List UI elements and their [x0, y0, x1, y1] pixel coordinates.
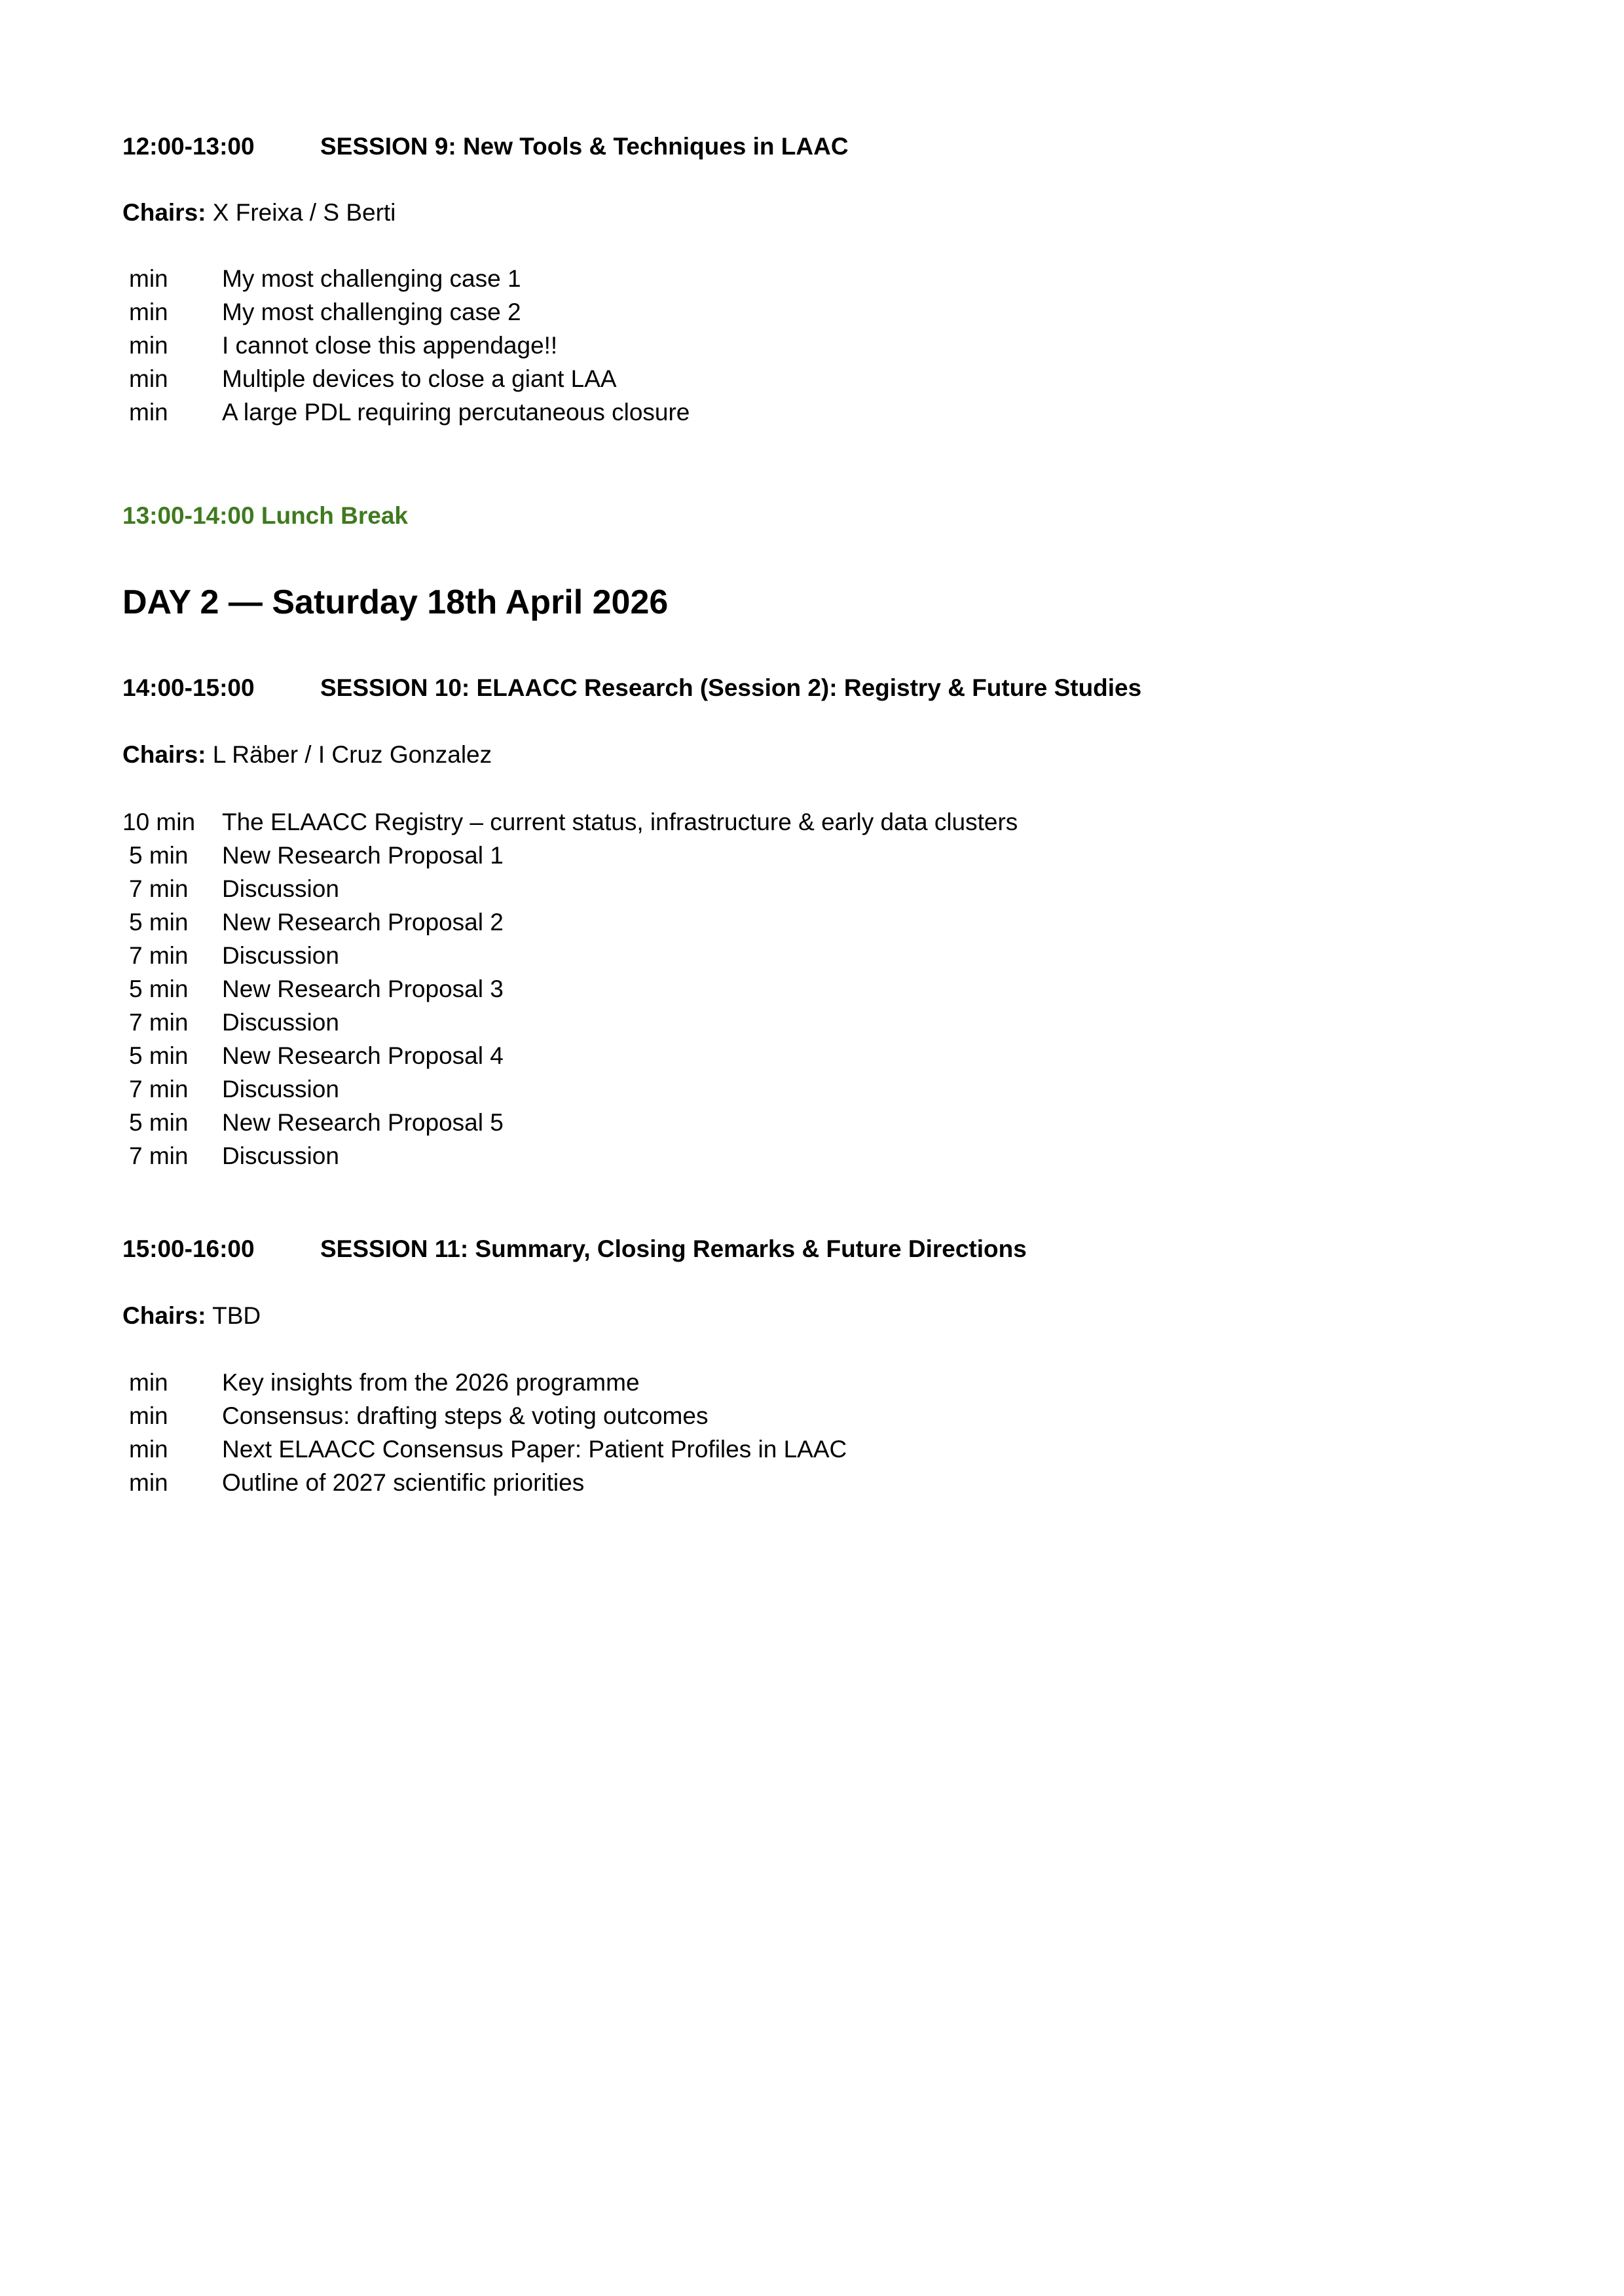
chairs-names: L Räber / I Cruz Gonzalez — [212, 741, 492, 768]
session-11-chairs — [122, 1300, 261, 1332]
session-title: SESSION 10: ELAACC Research (Session 2): Registry & Future Studies — [320, 674, 1142, 701]
list-item — [122, 295, 690, 329]
item-topic: New Research Proposal 2 — [222, 909, 504, 936]
session-title: SESSION 9: New Tools & Techniques in LAAC — [320, 133, 849, 160]
item-duration: 5 min — [129, 1042, 189, 1069]
list-item — [122, 1006, 1018, 1039]
item-topic: A large PDL requiring percutaneous closure — [222, 399, 690, 426]
list-item — [122, 872, 1018, 905]
chairs-label: Chairs: — [122, 1302, 206, 1329]
list-item — [122, 329, 690, 362]
item-duration: min — [129, 1469, 168, 1496]
item-duration: 7 min — [129, 875, 189, 902]
item-duration: min — [129, 1402, 168, 1429]
chairs-names: X Freixa / S Berti — [212, 199, 396, 226]
session-9-chairs — [122, 196, 396, 229]
item-topic: The ELAACC Registry – current status, infrastructure & early data clusters — [222, 809, 1018, 835]
item-topic: New Research Proposal 5 — [222, 1109, 504, 1136]
chairs-label: Chairs: — [122, 741, 206, 768]
item-duration: 7 min — [129, 1009, 189, 1036]
list-item — [122, 1366, 847, 1399]
item-duration: min — [129, 332, 168, 359]
list-item — [122, 972, 1018, 1006]
list-item — [122, 1466, 847, 1499]
item-topic: My most challenging case 2 — [222, 299, 521, 325]
item-duration: min — [129, 1436, 168, 1463]
item-topic: Consensus: drafting steps & voting outcomes — [222, 1402, 709, 1429]
list-item — [122, 1072, 1018, 1106]
session-9-header — [122, 130, 849, 163]
chairs-names: TBD — [212, 1302, 261, 1329]
session-11-items — [122, 1366, 847, 1499]
item-duration: 5 min — [129, 842, 189, 869]
chairs-label: Chairs: — [122, 199, 206, 226]
list-item — [122, 839, 1018, 872]
session-11-header — [122, 1233, 1027, 1266]
item-topic: Discussion — [222, 1009, 339, 1036]
lunch-break: 13:00-14:00 Lunch Break — [122, 502, 408, 529]
list-item — [122, 1399, 847, 1432]
session-time: 15:00-16:00 — [122, 1235, 255, 1262]
list-item — [122, 1039, 1018, 1072]
item-duration: 10 min — [122, 809, 196, 835]
item-topic: Discussion — [222, 1142, 339, 1169]
session-10-chairs — [122, 738, 492, 771]
list-item — [122, 395, 690, 429]
list-item — [122, 1139, 1018, 1173]
item-topic: Key insights from the 2026 programme — [222, 1369, 640, 1396]
item-duration: 5 min — [129, 909, 189, 936]
session-time: 12:00-13:00 — [122, 133, 255, 160]
item-topic: Multiple devices to close a giant LAA — [222, 365, 617, 392]
item-duration: 7 min — [129, 942, 189, 969]
item-duration: 5 min — [129, 975, 189, 1002]
item-topic: I cannot close this appendage!! — [222, 332, 558, 359]
session-title: SESSION 11: Summary, Closing Remarks & Future Directions — [320, 1235, 1027, 1262]
list-item — [122, 262, 690, 295]
item-duration: min — [129, 265, 168, 292]
item-topic: Outline of 2027 scientific priorities — [222, 1469, 585, 1496]
session-time: 14:00-15:00 — [122, 674, 255, 701]
item-duration: 5 min — [129, 1109, 189, 1136]
item-topic: Discussion — [222, 875, 339, 902]
item-topic: New Research Proposal 1 — [222, 842, 504, 869]
list-item — [122, 1432, 847, 1466]
day-2-title: DAY 2 — Saturday 18th April 2026 — [122, 583, 669, 621]
item-duration: min — [129, 299, 168, 325]
item-topic: New Research Proposal 3 — [222, 975, 504, 1002]
list-item — [122, 362, 690, 395]
item-topic: New Research Proposal 4 — [222, 1042, 504, 1069]
item-topic: Discussion — [222, 942, 339, 969]
session-10-items — [122, 805, 1018, 1173]
item-topic: My most challenging case 1 — [222, 265, 521, 292]
list-item — [122, 939, 1018, 972]
item-duration: 7 min — [129, 1076, 189, 1102]
session-10-header — [122, 672, 1141, 704]
item-duration: min — [129, 399, 168, 426]
list-item — [122, 805, 1018, 839]
list-item — [122, 1106, 1018, 1139]
item-topic: Discussion — [222, 1076, 339, 1102]
item-topic: Next ELAACC Consensus Paper: Patient Profiles in LAAC — [222, 1436, 847, 1463]
item-duration: min — [129, 365, 168, 392]
item-duration: 7 min — [129, 1142, 189, 1169]
list-item — [122, 905, 1018, 939]
item-duration: min — [129, 1369, 168, 1396]
session-9-items — [122, 262, 690, 429]
